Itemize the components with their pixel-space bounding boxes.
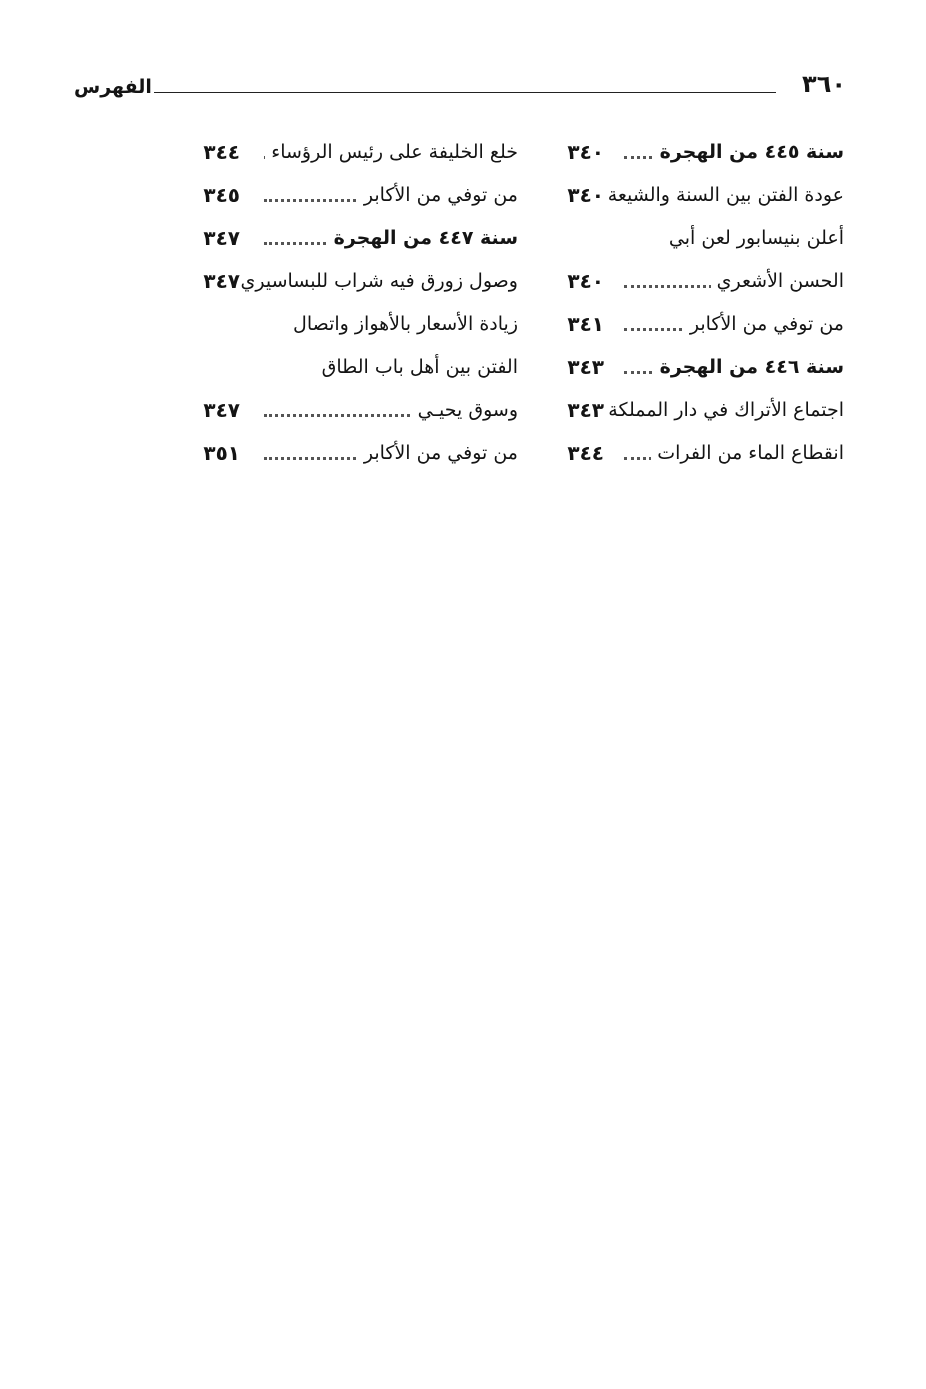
index-entry bbox=[544, 392, 844, 435]
index-entry bbox=[180, 177, 518, 220]
index-entry bbox=[544, 263, 844, 306]
entry-title: سنة ٤٤٥ من الهجرة bbox=[654, 134, 844, 170]
index-column-right bbox=[544, 134, 844, 478]
index-entry bbox=[544, 177, 844, 220]
entry-page-number: ٣٤٣ bbox=[567, 398, 604, 422]
entry-title: سنة ٤٤٦ من الهجرة bbox=[654, 349, 844, 385]
index-entry bbox=[180, 349, 518, 392]
index-entry bbox=[180, 435, 518, 478]
entry-title: انقطاع الماء من الفرات bbox=[651, 435, 844, 471]
entry-page-number: ٣٥١ bbox=[203, 441, 240, 465]
entry-page-number: ٣٤٤ bbox=[567, 441, 604, 465]
entry-page-number: ٣٤٣ bbox=[567, 355, 604, 379]
entry-title: اجتماع الأتراك في دار المملكة bbox=[602, 392, 844, 428]
index-entry bbox=[180, 306, 518, 349]
header-rule bbox=[154, 92, 776, 93]
index-entry bbox=[180, 263, 518, 306]
entry-title: الحسن الأشعري bbox=[711, 263, 844, 299]
entry-title: سنة ٤٤٧ من الهجرة bbox=[328, 220, 518, 256]
entry-page-number: ٣٤٧ bbox=[203, 269, 240, 293]
entry-page-number: ٣٤٧ bbox=[203, 398, 240, 422]
entry-page-number: ٣٤٧ bbox=[203, 226, 240, 250]
entry-title: من توفي من الأكابر bbox=[358, 435, 518, 471]
entry-title: أعلن بنيسابور لعن أبي bbox=[663, 220, 844, 256]
index-entry bbox=[544, 306, 844, 349]
entry-page-number: ٣٤٠ bbox=[567, 183, 604, 207]
index-entry bbox=[544, 134, 844, 177]
index-column-left bbox=[180, 134, 518, 478]
entry-page-number: ٣٤٠ bbox=[567, 269, 604, 293]
index-entry bbox=[180, 134, 518, 177]
running-title: الفهرس bbox=[74, 76, 152, 98]
index-entry bbox=[544, 220, 844, 263]
entry-title: الفتن بين أهل باب الطاق bbox=[316, 349, 518, 385]
index-entry bbox=[544, 435, 844, 478]
entry-page-number: ٣٤٥ bbox=[203, 183, 240, 207]
entry-title: وسوق يحيـي bbox=[412, 392, 518, 428]
index-entry bbox=[180, 220, 518, 263]
entry-title: وصول زورق فيه شراب للبساسيري bbox=[235, 263, 519, 299]
entry-title: خلع الخليفة على رئيس الرؤساء bbox=[265, 134, 518, 170]
index-entry bbox=[544, 349, 844, 392]
page-number: ٣٦٠ bbox=[802, 70, 846, 98]
entry-page-number: ٣٤٤ bbox=[203, 140, 240, 164]
entry-title: زيادة الأسعار بالأهواز واتصال bbox=[287, 306, 518, 342]
entry-title: من توفي من الأكابر bbox=[684, 306, 844, 342]
entry-title: من توفي من الأكابر bbox=[358, 177, 518, 213]
entry-title: عودة الفتن بين السنة والشيعة bbox=[602, 177, 844, 213]
entry-page-number: ٣٤٠ bbox=[567, 140, 604, 164]
page-header bbox=[74, 68, 846, 108]
entry-page-number: ٣٤١ bbox=[567, 312, 604, 336]
index-entry bbox=[180, 392, 518, 435]
